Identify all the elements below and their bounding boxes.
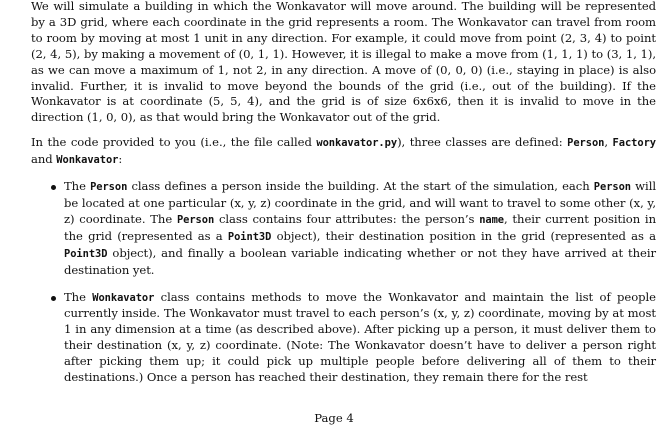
text-run: will be located at one particular (x, y, z) coordinate in the grid, and will want to travel to some other (x, y, z) coordinate. The — [64, 179, 657, 226]
text-run: The — [64, 179, 91, 194]
classes-intro-paragraph — [31, 135, 656, 169]
file-name: wonkavator.py — [316, 137, 398, 150]
code-term: Wonkavator — [92, 291, 155, 304]
code-term: Point3D — [64, 247, 108, 260]
class-name-factory: Factory — [612, 137, 656, 150]
text-run: In the code provided to you (i.e., the file called — [31, 135, 317, 150]
list-item-wonkavator — [64, 290, 656, 386]
text-run: : — [118, 152, 123, 167]
code-term: name — [479, 213, 505, 226]
class-name-person: Person — [567, 137, 605, 150]
wonkavator-class-description — [64, 290, 656, 386]
page-number: Page 4 — [314, 411, 354, 425]
text-run: class defines a person inside the building. At the start of the simulation, each — [127, 179, 594, 194]
document-page — [31, 0, 656, 397]
text-run: The — [64, 289, 93, 304]
bullet-icon — [51, 185, 56, 190]
class-name-wonkavator: Wonkavator — [56, 154, 119, 167]
code-term: Person — [593, 181, 632, 194]
text-run: object), and finally a boolean variable indicating whether or not they have arrived at their destination yet. — [64, 245, 656, 277]
code-term: Person — [176, 213, 215, 226]
class-description-list — [31, 179, 656, 386]
text-run: ), three classes are defined: — [397, 135, 568, 150]
list-item-person — [64, 179, 656, 278]
code-term: Person — [90, 181, 128, 194]
code-term: Point3D — [227, 230, 272, 243]
text-run: and — [31, 152, 57, 167]
text-run: , their current position in the grid (represented as a — [64, 211, 656, 243]
text-run: class contains four attributes: the person’s — [214, 211, 480, 226]
person-class-description — [64, 179, 656, 278]
bullet-icon — [51, 296, 56, 301]
intro-paragraph: We will simulate a building in which the Wonkavator will move around. The building will be represented by a 3D grid, where each coordinate in the grid represents a room. The Wonkavator can travel from room to room by moving at most 1 unit in any direction. For example, it could move from point (2, 3, 4) to point (2, 4, 5), by making a movement of (0, 1, 1). However, it is illegal to make a move from (1, 1, 1) to (3, 1, 1), as we can move a maximum of 1, not 2, in any direction. A move of (0, 0, 0) (i.e., staying in place) is also invalid. Further, it is invalid to move beyond the bounds of the grid (i.e., out of the building). If the Wonkavator is at coordinate (5, 5, 4), and the grid is of size 6x6x6, then it is invalid to move in the direction (1, 0, 0), as that would bring the Wonkavator out of the grid. — [31, 0, 656, 125]
text-run: object), their destination position in the grid (represented as a — [271, 228, 656, 243]
text-run: , — [604, 135, 613, 150]
text-run: class contains methods to move the Wonkavator and maintain the list of people currently inside. The Wonkavator must travel to each person’s (x, y, z) coordinate, moving by at most 1 in any dimension at a time (as described above). After picking up a person, it must deliver them to their destination (x, y, z) coordinate. (Note: The Wonkavator doesn’t have to deliver a person right after picking them up; it could pick up multiple people before delivering all of them to their destinations.) Once a person has reached their destination, they remain there for the rest — [64, 289, 656, 385]
